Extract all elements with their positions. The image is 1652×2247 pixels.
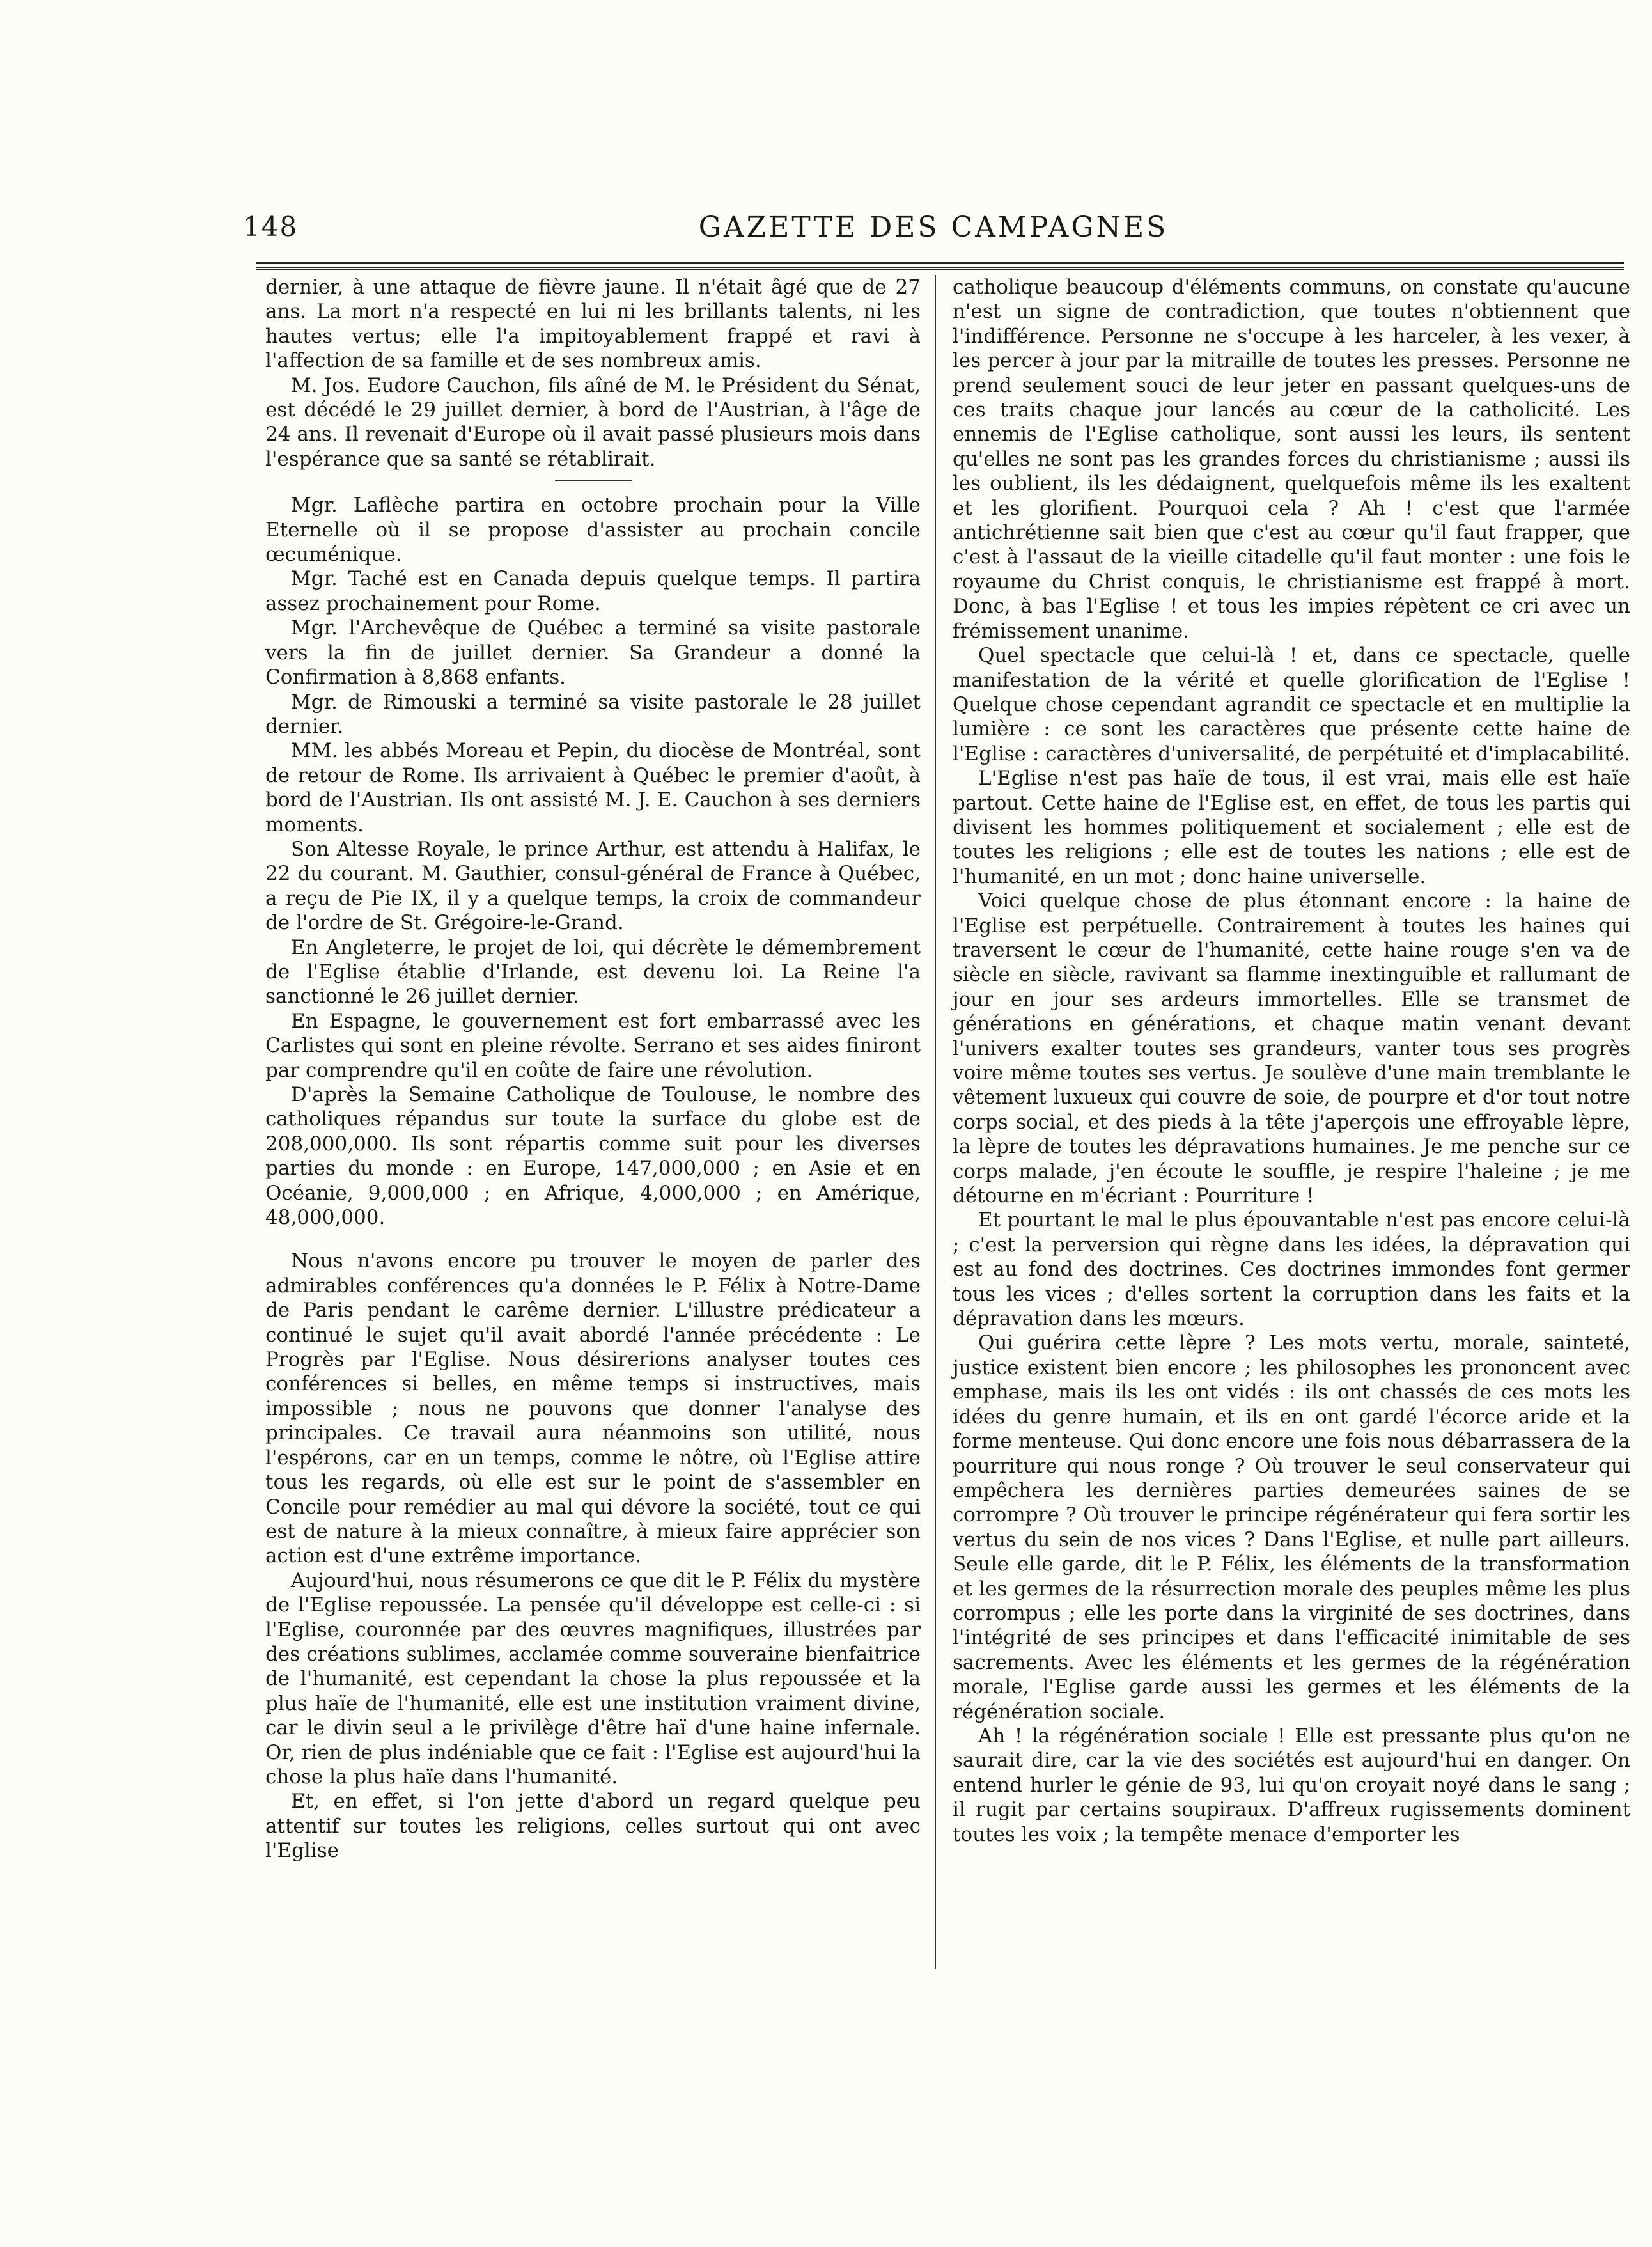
article-paragraph: Et pourtant le mal le plus épouvantable n'est pas encore celui-là ; c'est la perversion qui règne dans les idées, la dépravation qui est au fond des doctrines. Ces doctrines immondes font germer tous les vices ; d'elles sortent la corruption dans les faits et la dépravation dans les mœurs.: [953, 1209, 1630, 1331]
page-header: [243, 211, 1624, 249]
article-paragraph: dernier, à une attaque de fièvre jaune. Il n'était âgé que de 27 ans. La mort n'a respecté en lui ni les brillants talents, ni les hautes vertus; elle l'a impitoyablement frappé et ravi à l'affection de sa famille et de ses nombreux amis.: [265, 276, 921, 373]
news-item: D'après la Semaine Catholique de Toulouse, le nombre des catholiques répandus sur toute la surface du globe est de 208,000,000. Ils sont répartis comme suit pour les diverses parties du monde : en Europe, 147,000,000 ; en Asie et en Océanie, 9,000,000 ; en Afrique, 4,000,000 ; en Amérique, 48,000,000.: [265, 1083, 921, 1230]
article-paragraph: Ah ! la régénération sociale ! Elle est pressante plus qu'on ne saurait dire, car la vie des sociétés est aujourd'hui en danger. On entend hurler le génie de 93, lui qu'on croyait noyé dans le sang ; il rugit par certains soupiraux. D'affreux rugissements dominent toutes les voix ; la tempête menace d'emporter les: [953, 1724, 1630, 1846]
column-divider: [935, 275, 936, 1969]
news-item: Son Altesse Royale, le prince Arthur, est attendu à Halifax, le 22 du courant. M. Gauthier, consul-général de France à Québec, a reçu de Pie IX, il y a quelque temps, la croix de commandeur de l'ordre de St. Grégoire-le-Grand.: [265, 837, 921, 935]
news-item: Mgr. de Rimouski a terminé sa visite pastorale le 28 juillet dernier.: [265, 690, 921, 738]
right-column: [953, 275, 1630, 1847]
article-paragraph: Voici quelque chose de plus étonnant encore : la haine de l'Eglise est perpétuelle. Contrairement à toutes les haines qui traversent le cœur de l'humanité, cette haine rouge s'en va de siècle en siècle, ravivant sa flamme inextinguible et rallumant de jour en jour ses ardeurs immortelles. Elle se transmet de générations en générations, et chaque matin venant devant l'univers exalter toutes ses grandeurs, vanter tous ses progrès voire même toutes ses vertus. Je soulève d'une main tremblante le vêtement luxueux qui couvre de soie, de pourpre et d'or tout notre corps social, et des pieds à la tête j'aperçois une effroyable lèpre, la lèpre de toutes les dépravations humaines. Je me penche sur ce corps malade, j'en écoute le souffle, je respire l'haleine ; je me détourne en m'écriant : Pourriture !: [953, 889, 1630, 1208]
article-paragraph: Aujourd'hui, nous résumerons ce que dit le P. Félix du mystère de l'Eglise repoussée. La pensée qu'il développe est celle-ci : si l'Eglise, couronnée par des œuvres magnifiques, illustrées par des créations sublimes, acclamée comme souveraine bienfaitrice de l'humanité, est cependant la chose la plus repoussée et la plus haïe de l'humanité, elle est une institution vraiment divine, car le divin seul a le privilège d'être haï d'une haine infernale. Or, rien de plus indéniable que ce fait : l'Eglise est aujourd'hui la chose la plus haïe dans l'humanité.: [265, 1569, 921, 1789]
section-gap: [265, 1230, 921, 1249]
article-paragraph: Quel spectacle que celui-là ! et, dans ce spectacle, quelle manifestation de la vérité et quelle glorification de l'Eglise ! Quelque chose cependant agrandit ce spectacle et en multiplie la lumière : ce sont les caractères que présente cette haine de l'Eglise : caractères d'universalité, de perpétuité et d'implacabilité.: [953, 644, 1630, 765]
left-column: [265, 275, 921, 1863]
news-item: En Angleterre, le projet de loi, qui décrète le démembrement de l'Eglise établie d'Irlande, est devenu loi. La Reine l'a sanctionné le 26 juillet dernier.: [265, 936, 921, 1008]
article-paragraph: L'Eglise n'est pas haïe de tous, il est vrai, mais elle est haïe partout. Cette haine de l'Eglise est, en effet, de tous les partis qui divisent les hommes politiquement et socialement ; elle est de toutes les religions ; elle est de toutes les nations ; elle est de l'humanité, en un mot ; donc haine universelle.: [953, 767, 1630, 888]
article-paragraph: Nous n'avons encore pu trouver le moyen de parler des admirables conférences qu'a données le P. Félix à Notre-Dame de Paris pendant le carême dernier. L'illustre prédicateur a continué le sujet qu'il avait abordé l'année précédente : Le Progrès par l'Eglise. Nous désirerions analyser toutes ces conférences si belles, en même temps si instructives, mais impossible ; nous ne pouvons que donner l'analyse des principales. Ce travail aura néanmoins son utilité, nous l'espérons, car en un temps, comme le nôtre, où l'Eglise attire tous les regards, où elle est sur le point de s'assembler en Concile pour remédier au mal qui dévore la société, tout ce qui est de nature à la mieux connaître, à mieux faire apprécier son action est d'une extrême importance.: [265, 1249, 921, 1568]
news-item: Mgr. Laflèche partira en octobre prochain pour la Ville Eternelle où il se propose d'assister au prochain concile œcuménique.: [265, 494, 921, 567]
section-divider: [555, 480, 632, 482]
article-paragraph: M. Jos. Eudore Cauchon, fils aîné de M. le Président du Sénat, est décédé le 29 juillet dernier, à bord de l'Austrian, à l'âge de 24 ans. Il revenait d'Europe où il avait passé plusieurs mois dans l'espérance que sa santé se rétablirait.: [265, 373, 921, 471]
news-item: En Espagne, le gouvernement est fort embarrassé avec les Carlistes qui sont en pleine révolte. Serrano et ses aides finiront par comprendre qu'il en coûte de faire une révolution.: [265, 1009, 921, 1082]
article-paragraph: Qui guérira cette lèpre ? Les mots vertu, morale, sainteté, justice existent bien encore ; les philosophes les prononcent avec emphase, mais ils les ont vidés : ils ont chassés de ces mots les idées du genre humain, et ils en ont gardé l'écorce aride et la forme menteuse. Qui donc encore une fois nous débarrassera de la pourriture qui nous ronge ? Où trouver le seul conservateur qui empêchera les dernières parties demeurées saines de se corrompre ? Où trouver le principe régénérateur qui fera sortir les vertus du sein de nos vices ? Dans l'Eglise, et nulle part ailleurs. Seule elle garde, dit le P. Félix, les éléments de la transformation et les germes de la résurrection morale des peuples même les plus corrompus ; elle les porte dans la virginité de ses doctrines, dans l'intégrité de ses principes et dans l'efficacité inimitable de ses sacrements. Avec les éléments et les germes de la régénération morale, l'Eglise garde aussi les germes et les éléments de la régénération sociale.: [953, 1331, 1630, 1723]
page-number: 148: [243, 211, 299, 242]
news-item: Mgr. l'Archevêque de Québec a terminé sa visite pastorale vers la fin de juillet dernier. Sa Grandeur a donné la Confirmation à 8,868 enfants.: [265, 616, 921, 689]
news-item: MM. les abbés Moreau et Pepin, du diocèse de Montréal, sont de retour de Rome. Ils arrivaient à Québec le premier d'août, à bord de l'Austrian. Ils ont assisté M. J. E. Cauchon à ses derniers moments.: [265, 739, 921, 836]
journal-title: GAZETTE DES CAMPAGNES: [698, 211, 1169, 244]
header-rule: [256, 262, 1624, 270]
article-paragraph: catholique beaucoup d'éléments communs, on constate qu'aucune n'est un signe de contradiction, que toutes n'obtiennent que l'indifférence. Personne ne s'occupe à les harceler, à les vexer, à les percer à jour par la mitraille de toutes les presses. Personne ne prend seulement souci de leur jeter en passant quelques-uns de ces traits chaque jour lancés au cœur de la catholicité. Les ennemis de l'Eglise catholique, sont aussi les leurs, ils sentent qu'elles ne sont pas les grandes forces du christianisme ; aussi ils les oublient, ils les dédaignent, quelquefois même ils les exaltent et les glorifient. Pourquoi cela ? Ah ! c'est que l'armée antichrétienne sait bien que c'est au cœur qu'il faut frapper, que c'est à l'assaut de la vieille citadelle qu'il faut monter : une fois le royaume du Christ conquis, le christianisme est frappé à mort. Donc, à bas l'Eglise ! et tous les impies répètent ce cri avec un frémissement unanime.: [953, 276, 1630, 643]
article-paragraph: Et, en effet, si l'on jette d'abord un regard quelque peu attentif sur toutes les religions, celles surtout qui ont avec l'Eglise: [265, 1790, 921, 1863]
news-item: Mgr. Taché est en Canada depuis quelque temps. Il partira assez prochainement pour Rome.: [265, 567, 921, 615]
